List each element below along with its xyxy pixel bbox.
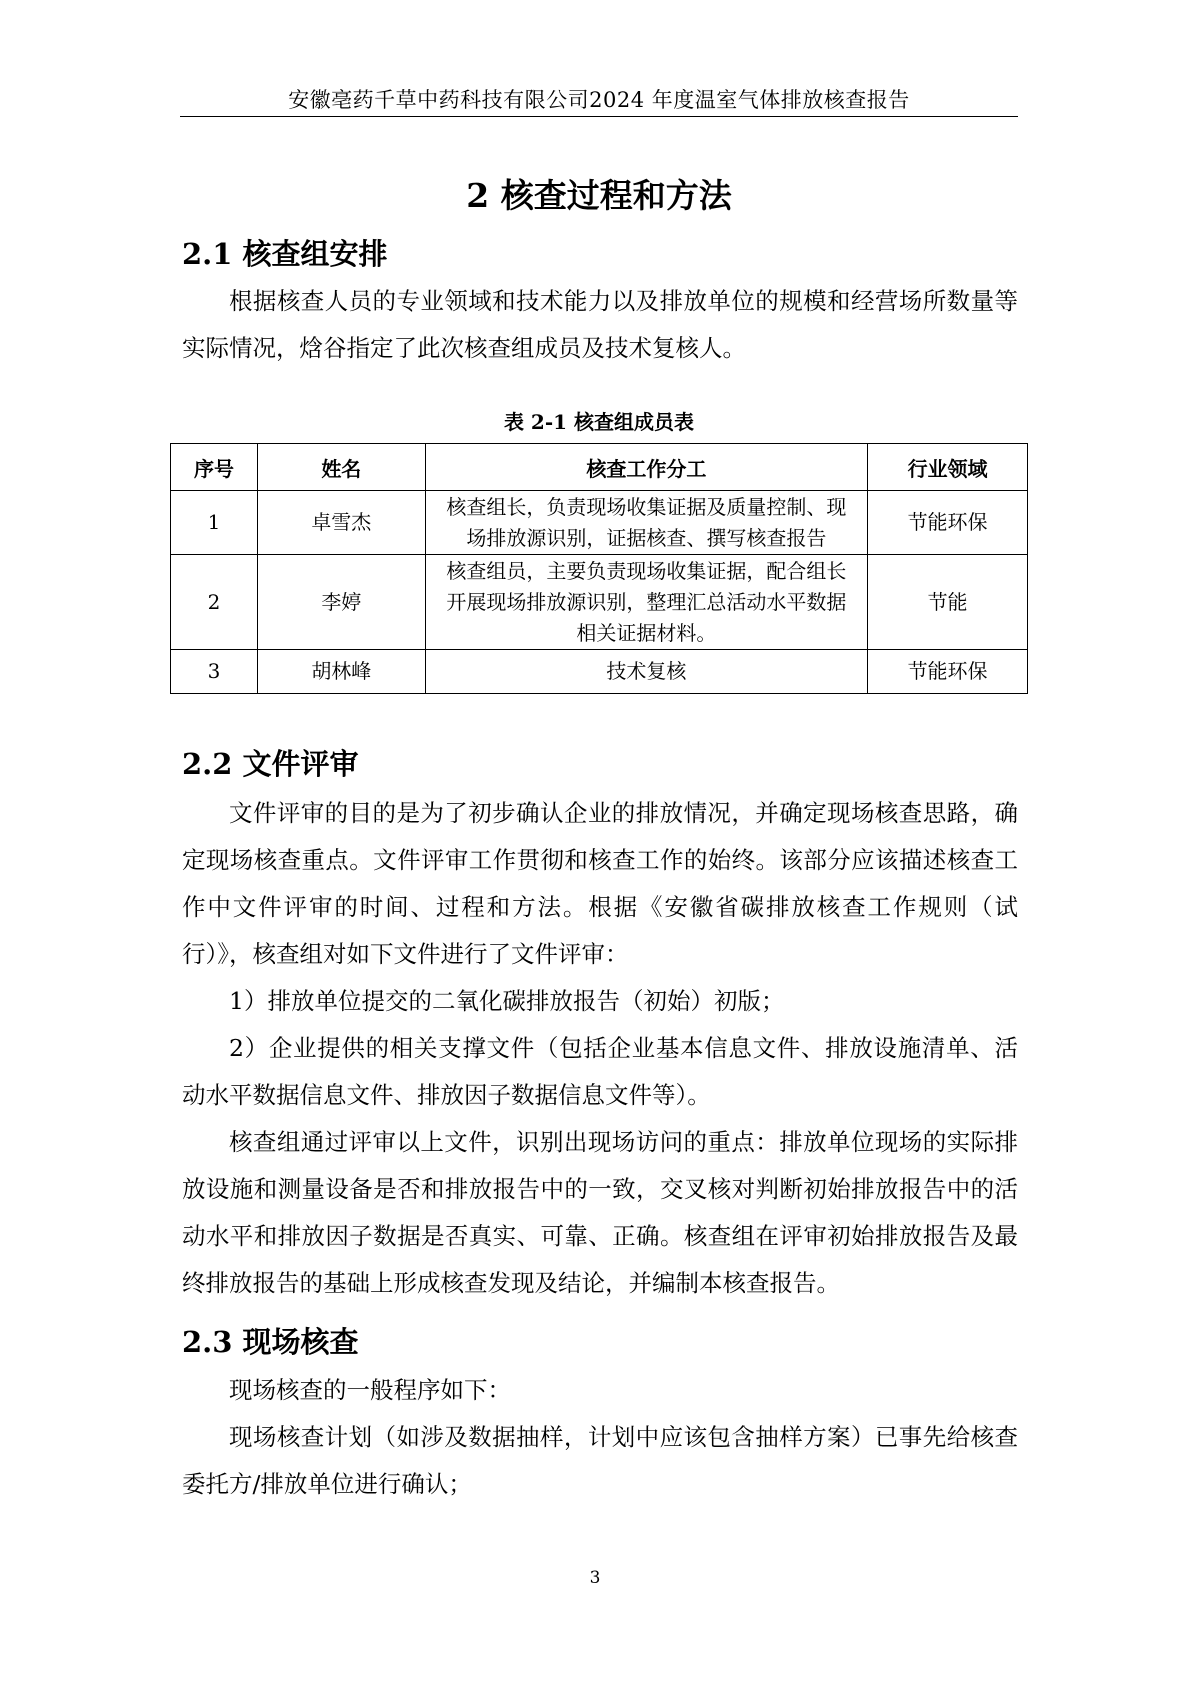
section-2-3-paragraph-2: 现场核查计划（如涉及数据抽样，计划中应该包含抽样方案）已事先给核查委托方/排放单位进行确认； — [182, 1423, 1018, 1498]
section-2-2-paragraph-1: 文件评审的目的是为了初步确认企业的排放情况，并确定现场核查思路，确定现场核查重点。文件评审工作贯彻和核查工作的始终。该部分应该描述核查工作中文件评审的时间、过程和方法。根据《安徽省碳排放核查工作规则（试行）》，核查组对如下文件进行了文件评审： — [182, 799, 1018, 968]
cell-no: 2 — [171, 555, 258, 650]
header-divider — [180, 116, 1018, 117]
cell-duty — [425, 555, 867, 650]
table-row — [171, 650, 1028, 694]
cell-no: 1 — [171, 491, 258, 555]
cell-no: 3 — [171, 650, 258, 694]
cell-field: 节能环保 — [868, 650, 1028, 694]
section-2-2-heading: 2.2 文件评审 — [182, 747, 359, 781]
section-2-2-item-2: 2）企业提供的相关支撑文件（包括企业基本信息文件、排放设施清单、活动水平数据信息文件、排放因子数据信息文件等）。 — [182, 1034, 1018, 1109]
page-number: 3 — [589, 1568, 601, 1588]
running-header: 安徽亳药千草中药科技有限公司2024 年度温室气体排放核查报告 — [288, 88, 910, 112]
cell-name: 卓雪杰 — [257, 491, 425, 555]
duty-line: 场排放源识别，证据核查、撰写核查报告 — [466, 525, 827, 550]
section-2-1-paragraph: 根据核查人员的专业领域和技术能力以及排放单位的规模和经营场所数量等实际情况，焓谷指定了此次核查组成员及技术复核人。 — [182, 287, 1018, 362]
cell-duty — [425, 491, 867, 555]
section-2-2-paragraph-2: 核查组通过评审以上文件，识别出现场访问的重点：排放单位现场的实际排放设施和测量设备是否和排放报告中的一致，交叉核对判断初始排放报告中的活动水平和排放因子数据是否真实、可靠、正确。核查组在评审初始排放报告及最终排放报告的基础上形成核查发现及结论，并编制本核查报告。 — [182, 1128, 1018, 1297]
section-2-1-heading: 2.1 核查组安排 — [182, 237, 388, 271]
section-2-3-heading: 2.3 现场核查 — [182, 1325, 359, 1359]
members-table — [170, 443, 1028, 694]
duty-line: 技术复核 — [606, 659, 687, 683]
header-field: 行业领域 — [868, 444, 1028, 491]
cell-name: 胡林峰 — [257, 650, 425, 694]
table-header-row — [171, 444, 1028, 491]
header-name: 姓名 — [257, 444, 425, 491]
table-row — [171, 555, 1028, 650]
table-row — [171, 491, 1028, 555]
section-2-3-paragraph-1: 现场核查的一般程序如下： — [229, 1376, 511, 1404]
cell-duty — [425, 650, 867, 694]
duty-line: 核查组长，负责现场收集证据及质量控制、现 — [446, 494, 847, 519]
duty-line: 核查组员，主要负责现场收集证据，配合组长 — [446, 558, 847, 583]
header-duty: 核查工作分工 — [425, 444, 867, 491]
duty-line: 开展现场排放源识别，整理汇总活动水平数据 — [446, 589, 847, 614]
duty-line: 相关证据材料。 — [576, 620, 717, 645]
cell-field: 节能环保 — [868, 491, 1028, 555]
header-no: 序号 — [171, 444, 258, 491]
cell-field: 节能 — [868, 555, 1028, 650]
section-2-2-item-1: 1）排放单位提交的二氧化碳排放报告（初始）初版； — [229, 987, 785, 1015]
chapter-title: 2 核查过程和方法 — [466, 176, 732, 215]
table-caption: 表 2-1 核查组成员表 — [503, 410, 695, 434]
cell-name: 李婷 — [257, 555, 425, 650]
